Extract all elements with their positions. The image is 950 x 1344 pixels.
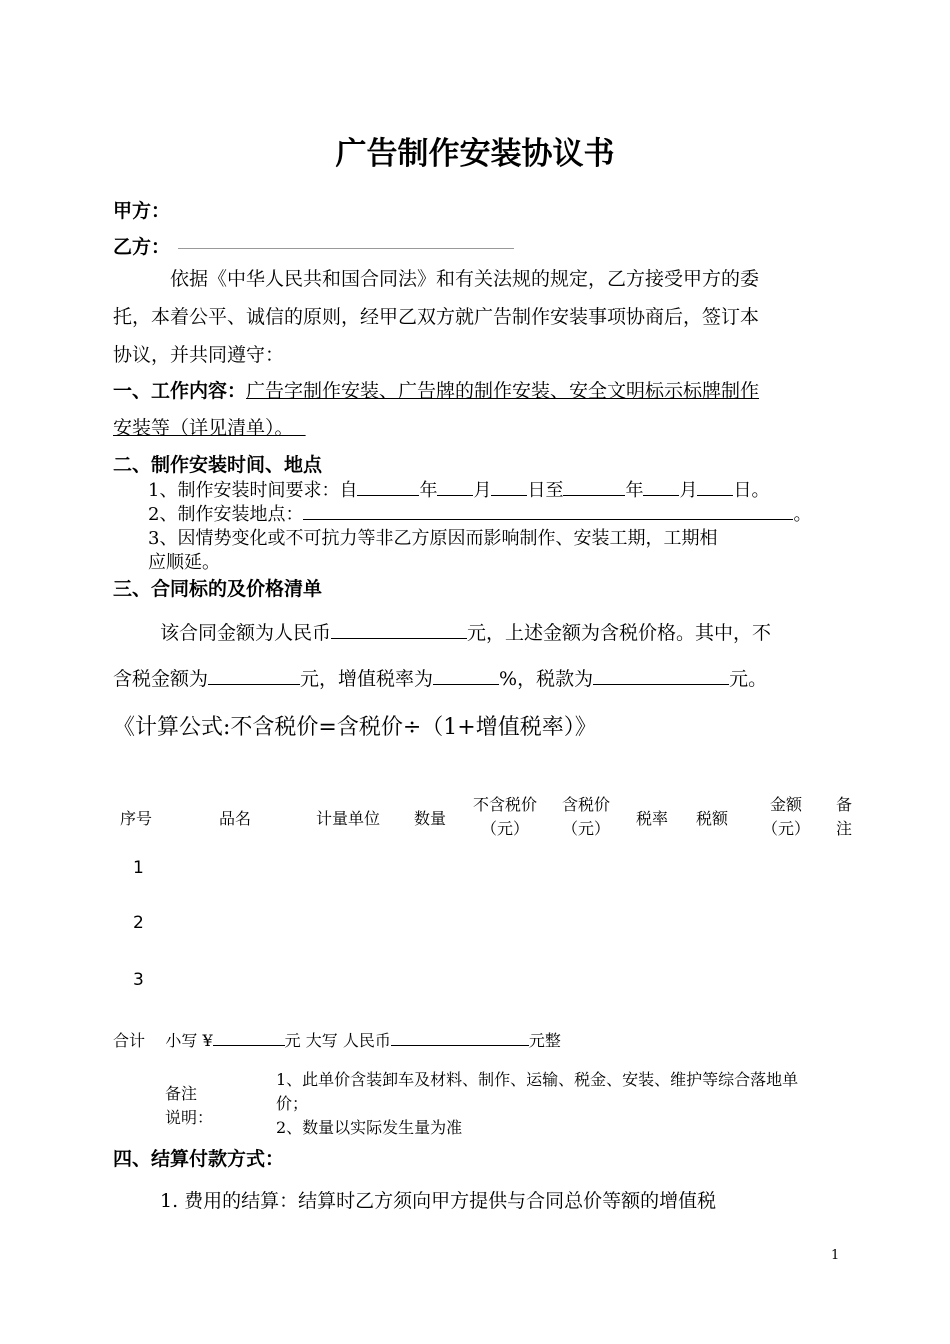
th-tax-amount: 税额 [696,809,729,828]
th-name: 品名 [219,809,252,828]
section-1-heading: 一、工作内容： [113,380,247,402]
th-tax-rate: 税率 [636,809,669,828]
party-b-label: 乙方： [113,236,171,258]
total-line: 合计 小写 ¥ 元 大写 人民币 元整 [113,1031,561,1050]
section-1-content-line-1: 广告字制作安装、广告牌的制作安装、安全文明标示标牌制作 [246,380,760,402]
party-b-underline [178,248,514,249]
intro-line-1: 依据《中华人民共和国合同法》和有关法规的规定，乙方接受甲方的委 [170,268,760,290]
table-row-seq: 1 [133,858,144,878]
page-title: 广告制作安装协议书 [335,136,615,172]
section-3-heading: 三、合同标的及价格清单 [113,578,323,600]
th-note: 备 注 [835,795,852,838]
amount-line-1: 该合同金额为人民币 元，上述金额为含税价格。其中，不 [160,622,772,644]
section-4-item-1: 1. 费用的结算：结算时乙方须向甲方提供与合同总价等额的增值税 [160,1190,717,1212]
section-2-item-3-line-2: 应顺延。 [148,552,220,573]
section-4-heading: 四、结算付款方式： [113,1148,285,1170]
formula: 《计算公式:不含税价=含税价÷（1+增值税率）》 [113,715,597,740]
section-2-item-3-line-1: 3、因情势变化或不可抗力等非乙方原因而影响制作、安装工期，工期相 [148,528,718,549]
intro-line-2: 托，本着公平、诚信的原则，经甲乙双方就广告制作安装事项协商后，签订本 [113,306,760,328]
table-row-seq: 3 [133,970,144,990]
remark-label: 备注 说明： [165,1084,214,1127]
section-1-content-line-2: 安装等（详见清单）。 [113,417,294,439]
remark-content: 1、此单价含装卸车及材料、制作、运输、税金、安装、维护等综合落地单 价； 2、数量以实际发生量为准 [276,1070,799,1137]
page-number: 1 [831,1248,840,1263]
section-2-item-2: 2、制作安装地点： 。 [148,500,811,526]
section-1 [113,376,759,403]
th-price-in: 含税价 （元） [561,795,610,838]
th-amount: 金额 （元） [761,795,810,838]
party-a-label: 甲方： [113,200,171,222]
th-price-ex: 不含税价 （元） [472,795,537,838]
amount-line-2: 含税金额为 元，增值税率为 %，税款为 元。 [113,668,768,690]
intro-line-3: 协议，并共同遵守： [113,344,285,366]
table-row-seq: 2 [133,913,144,933]
th-qty: 数量 [414,809,447,828]
th-seq: 序号 [120,809,153,828]
section-2-heading: 二、制作安装时间、地点 [113,454,323,476]
section-2-item-1: 1、制作安装时间要求：自 年 月 日至 年 月 日。 [148,476,769,502]
th-unit: 计量单位 [316,809,381,828]
